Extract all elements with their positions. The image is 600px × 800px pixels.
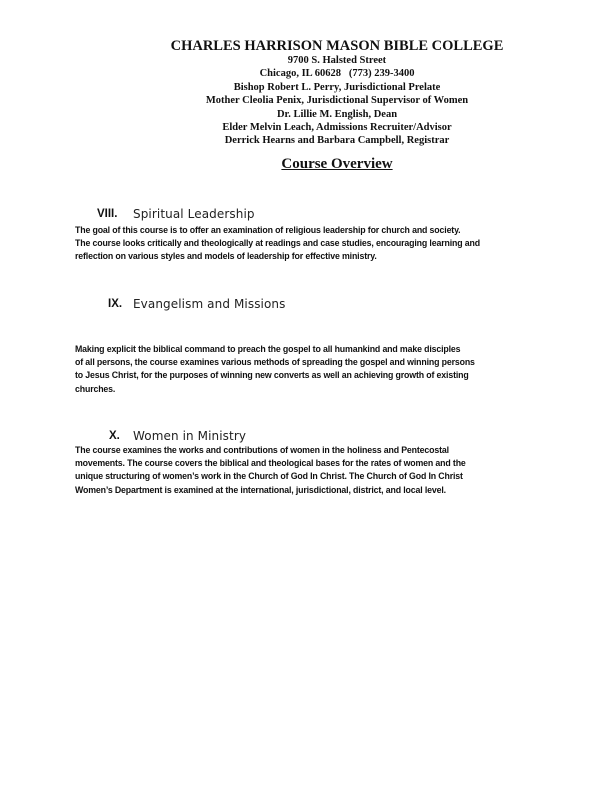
section-description	[75, 224, 545, 264]
description-line: of all persons, the course examines various methods of spreading the gospel and winning persons	[75, 357, 475, 368]
section-description	[75, 444, 545, 497]
description-line: Making explicit the biblical command to preach the gospel to all humankind and make disciples	[75, 344, 461, 354]
section-name: Evangelism and Missions	[133, 297, 286, 311]
section-heading	[75, 207, 545, 222]
description-line: The course examines the works and contributions of women in the holiness and Pentecostal	[75, 445, 449, 455]
college-name: CHARLES HARRISON MASON BIBLE COLLEGE	[170, 38, 504, 54]
address-city-phone: Chicago, IL 60628 (773) 239-3400	[259, 68, 415, 80]
section-description	[75, 343, 545, 396]
address-street: 9700 S. Halsted Street	[287, 55, 387, 66]
description-line: The goal of this course is to offer an examination of religious leadership for church and society.	[75, 225, 461, 235]
document-title: Course Overview	[281, 156, 393, 172]
description-line: reflection on various styles and models of leadership for effective ministry.	[75, 251, 377, 262]
section-number: X.	[109, 430, 120, 442]
staff-registrar: Derrick Hearns and Barbara Campbell, Registrar	[224, 135, 450, 147]
description-line: movements. The course covers the biblical and theological bases for the rates of women and the	[75, 458, 466, 469]
description-line: to Jesus Christ, for the purposes of winning new converts as well an achieving growth of existing	[75, 370, 469, 381]
section-heading	[75, 429, 545, 444]
staff-admissions: Elder Melvin Leach, Admissions Recruiter/Advisor	[222, 122, 452, 134]
section-number: IX.	[108, 298, 123, 310]
section-spiritual-leadership	[75, 207, 545, 264]
section-evangelism-and-missions	[75, 297, 545, 396]
staff-supervisor: Mother Cleolia Penix, Jurisdictional Supervisor of Women	[205, 95, 469, 107]
description-line: churches.	[75, 383, 116, 394]
section-name: Women in Ministry	[133, 429, 247, 443]
description-line: unique structuring of women’s work in the Church of God In Christ. The Church of God In Christ	[75, 471, 463, 482]
letterhead	[137, 38, 537, 148]
staff-prelate: Bishop Robert L. Perry, Jurisdictional Prelate	[233, 81, 441, 93]
description-line: Women’s Department is examined at the international, jurisdictional, district, and local level.	[75, 484, 446, 495]
section-name: Spiritual Leadership	[133, 207, 255, 221]
description-line: The course looks critically and theologically at readings and case studies, encouraging learning and	[75, 238, 480, 249]
section-number: VIII.	[97, 208, 118, 220]
section-women-in-ministry	[75, 429, 545, 497]
staff-dean: Dr. Lillie M. English, Dean	[276, 108, 398, 120]
section-heading	[75, 297, 545, 312]
